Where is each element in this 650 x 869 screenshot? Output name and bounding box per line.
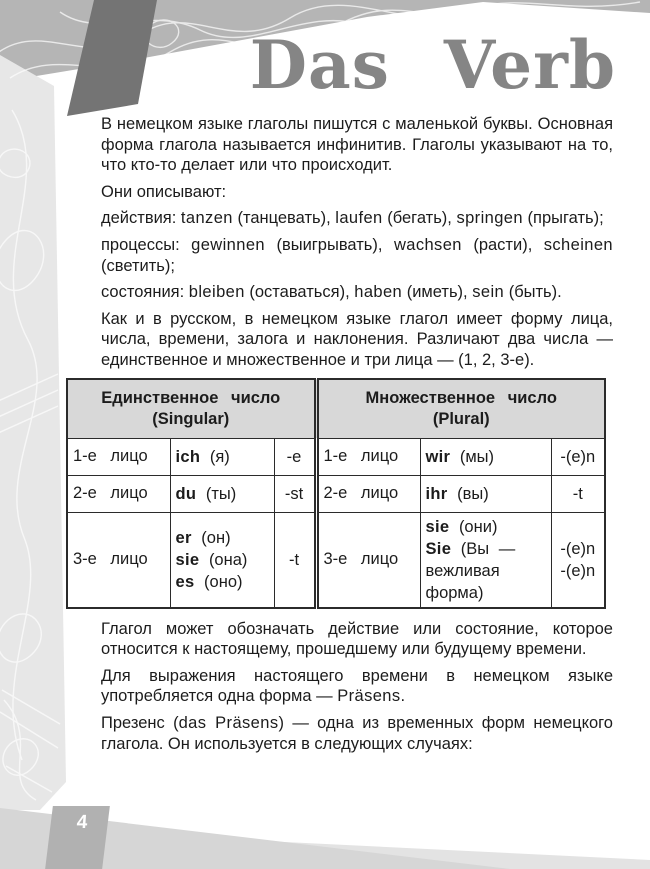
singular-header-subtitle: (Singular) bbox=[152, 409, 230, 428]
table-row-third-person bbox=[67, 512, 605, 608]
russian-translation: (Вы — вежливая форма) bbox=[425, 539, 516, 602]
plural-header-title: Множественное число bbox=[365, 388, 557, 407]
ending-cell: -(e)n bbox=[551, 438, 605, 475]
ending-cell: -t bbox=[274, 512, 316, 608]
ending-line: -(e)n bbox=[560, 561, 596, 580]
russian-translation: (вы) bbox=[457, 484, 489, 503]
pronoun-cell bbox=[170, 512, 274, 608]
like-russian-paragraph: Как и в русском, в немецком языке глагол имеет форму лица, числа, времени, залога и наклонения. Различают два числа — единственное и множественное и три лица — (1, 2, 3-е). bbox=[101, 309, 613, 369]
person-cell: 3-е лицо bbox=[316, 512, 420, 608]
ending-cell: -t bbox=[551, 475, 605, 512]
pronoun-line bbox=[176, 527, 269, 549]
person-cell: 3-е лицо bbox=[67, 512, 170, 608]
russian-translation: (я) bbox=[209, 447, 230, 466]
ending-line: -(e)n bbox=[560, 539, 596, 558]
they-describe-line: Они описывают: bbox=[101, 182, 227, 201]
singular-header bbox=[67, 379, 316, 439]
pronoun-line bbox=[176, 571, 269, 593]
german-pronoun: Sie bbox=[425, 539, 452, 558]
german-pronoun: ich bbox=[175, 447, 201, 466]
intro-paragraph: В немецком языке глаголы пишутся с маленькой буквы. Основная форма глагола называется инфинитив. Глаголы указывают на то, что кто-то делает или что происходит. bbox=[101, 115, 613, 175]
processes-line: процессы: gewinnen (выигрывать), wachsen (расти), scheinen (светить); bbox=[101, 235, 613, 275]
states-line: состояния: bleiben (оставаться), haben (иметь), sein (быть). bbox=[101, 283, 562, 302]
russian-translation: (она) bbox=[208, 550, 248, 569]
german-pronoun: er bbox=[175, 528, 192, 547]
pronoun-cell bbox=[170, 438, 274, 475]
page-number: 4 bbox=[76, 812, 89, 833]
singular-header-title: Единственное число bbox=[101, 388, 281, 407]
pronoun-cell bbox=[420, 475, 551, 512]
german-pronoun: es bbox=[175, 572, 195, 591]
ending-cell: -e bbox=[274, 438, 316, 475]
conjugation-table-wrap bbox=[66, 378, 610, 609]
person-cell: 2-е лицо bbox=[67, 475, 170, 512]
russian-translation: (оно) bbox=[204, 572, 243, 591]
pronoun-cell bbox=[420, 438, 551, 475]
text-column bbox=[0, 114, 650, 754]
pronoun-line bbox=[176, 549, 269, 571]
page-title: Das Verb bbox=[249, 26, 616, 104]
person-cell: 1-е лицо bbox=[67, 438, 170, 475]
pronoun-cell bbox=[170, 475, 274, 512]
ending-cell bbox=[551, 512, 605, 608]
table-row-second-person bbox=[67, 475, 605, 512]
russian-translation: (они) bbox=[458, 517, 498, 536]
verb-meaning-paragraph: Глагол может обозначать действие или состояние, которое относится к настоящему, прошедшему или будущему времени. bbox=[101, 619, 613, 659]
german-pronoun: wir bbox=[425, 447, 451, 466]
russian-translation: (ты) bbox=[205, 484, 237, 503]
pronoun-cell bbox=[420, 512, 551, 608]
praesens-paragraph: Презенс (das Präsens) — одна из временных форм немецкого глагола. Он используется в следующих случаях: bbox=[101, 713, 613, 753]
conjugation-table bbox=[66, 378, 606, 609]
present-tense-paragraph: Для выражения настоящего времени в немецком языке употребляется одна форма — Präsens. bbox=[101, 666, 613, 706]
german-pronoun: ihr bbox=[425, 484, 448, 503]
ending-cell: -st bbox=[274, 475, 316, 512]
person-cell: 2-е лицо bbox=[316, 475, 420, 512]
russian-translation: (он) bbox=[201, 528, 231, 547]
german-pronoun: sie bbox=[425, 517, 450, 536]
table-row-first-person bbox=[67, 438, 605, 475]
person-cell: 1-е лицо bbox=[316, 438, 420, 475]
russian-translation: (мы) bbox=[459, 447, 495, 466]
pronoun-line bbox=[426, 538, 546, 604]
plural-header bbox=[316, 379, 605, 439]
plural-header-subtitle: (Plural) bbox=[432, 409, 490, 428]
pronoun-line bbox=[426, 516, 546, 538]
german-pronoun: sie bbox=[175, 550, 200, 569]
actions-line: действия: tanzen (танцевать), laufen (бегать), springen (прыгать); bbox=[101, 209, 604, 228]
german-pronoun: du bbox=[175, 484, 197, 503]
